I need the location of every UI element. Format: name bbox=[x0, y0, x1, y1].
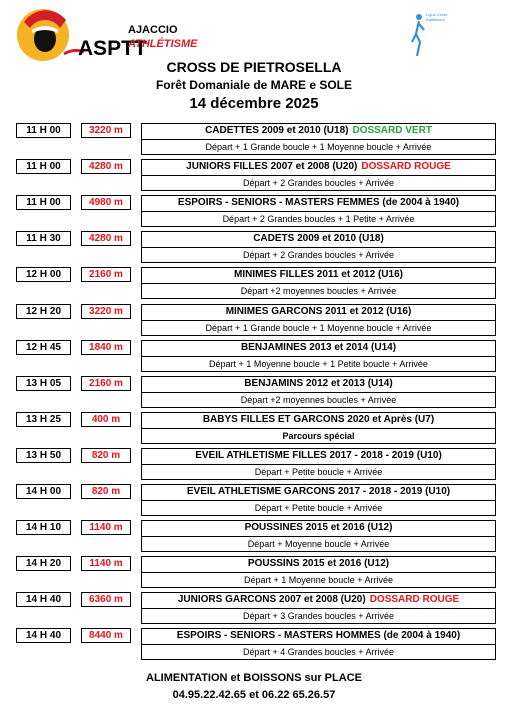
contact-phones: 04.95.22.42.65 et 06.22 65.26.57 bbox=[172, 689, 336, 701]
race-details bbox=[141, 304, 496, 336]
race-category bbox=[142, 413, 495, 429]
race-time: 11 H 30 bbox=[16, 231, 71, 246]
race-category-label: JUNIORS GARCONS 2007 et 2008 (U20) bbox=[177, 594, 366, 606]
race-course: Départ + Petite boucle + Arrivée bbox=[254, 466, 383, 477]
race-details bbox=[141, 340, 496, 372]
race-row bbox=[0, 376, 508, 408]
league-name: Ligue Corse Athlétisme bbox=[426, 12, 448, 22]
race-time: 14 H 40 bbox=[16, 628, 71, 643]
club-name: ASPTT bbox=[78, 37, 147, 60]
race-category-label: CADETTES 2009 et 2010 (U18) bbox=[205, 125, 349, 136]
race-distance: 2160 m bbox=[81, 376, 131, 391]
race-category bbox=[142, 232, 495, 248]
race-time: 14 H 20 bbox=[16, 556, 71, 571]
race-row bbox=[0, 628, 508, 660]
race-row bbox=[0, 556, 508, 588]
race-details bbox=[141, 628, 496, 660]
race-course: Départ + 2 Grandes boucles + Arrivée bbox=[242, 250, 395, 261]
race-distance: 4280 m bbox=[81, 159, 131, 174]
race-row bbox=[0, 340, 508, 372]
race-details bbox=[141, 159, 496, 191]
race-distance: 400 m bbox=[81, 412, 131, 427]
runner-icon bbox=[410, 12, 426, 60]
bib-color-tag: DOSSARD VERT bbox=[352, 125, 432, 136]
club-discipline: ATHLÉTISME bbox=[128, 38, 198, 50]
race-time: 13 H 05 bbox=[16, 376, 71, 391]
race-details bbox=[141, 448, 496, 480]
race-row bbox=[0, 412, 508, 444]
race-course: Parcours spécial bbox=[282, 430, 355, 441]
race-course: Départ + 1 Grande boucle + 1 Moyenne boucle + Arrivée bbox=[205, 322, 432, 333]
race-course: Départ + 1 Moyenne boucle + Arrivée bbox=[243, 575, 394, 586]
race-row bbox=[0, 195, 508, 227]
race-row bbox=[0, 520, 508, 552]
league-logo bbox=[410, 12, 464, 62]
race-row bbox=[0, 448, 508, 480]
race-category bbox=[142, 305, 495, 321]
race-category-label: ESPOIRS - SENIORS - MASTERS HOMMES (de 2004 à 1940) bbox=[176, 630, 461, 642]
race-course: Départ +2 moyennes boucles + Arrivée bbox=[240, 286, 397, 297]
moor-head-icon bbox=[16, 8, 86, 62]
race-distance: 2160 m bbox=[81, 267, 131, 282]
race-category bbox=[142, 377, 495, 393]
race-category bbox=[142, 268, 495, 284]
race-course: Départ + 2 Grandes boucles + Arrivée bbox=[242, 178, 395, 189]
race-distance: 1140 m bbox=[81, 520, 131, 535]
race-details bbox=[141, 267, 496, 299]
race-distance: 8440 m bbox=[81, 628, 131, 643]
race-course: Départ + 4 Grandes boucles + Arrivée bbox=[242, 647, 395, 658]
race-category bbox=[142, 629, 495, 645]
race-time: 14 H 40 bbox=[16, 592, 71, 607]
race-category bbox=[142, 160, 495, 176]
race-details bbox=[141, 231, 496, 263]
race-time: 11 H 00 bbox=[16, 159, 71, 174]
race-category bbox=[142, 449, 495, 465]
race-details bbox=[141, 484, 496, 516]
race-category-label: JUNIORS FILLES 2007 et 2008 (U20) bbox=[186, 161, 358, 173]
race-distance: 820 m bbox=[81, 484, 131, 499]
race-row bbox=[0, 304, 508, 336]
race-course: Départ + Petite boucle + Arrivée bbox=[254, 503, 383, 513]
race-course: Départ + 1 Moyenne boucle + 1 Petite boucle + Arrivée bbox=[209, 358, 428, 369]
race-category bbox=[142, 593, 495, 609]
race-details bbox=[141, 123, 496, 155]
race-category bbox=[142, 124, 495, 140]
race-category-label: ESPOIRS - SENIORS - MASTERS FEMMES (de 2004 à 1940) bbox=[177, 197, 460, 209]
asptt-logo bbox=[16, 8, 212, 62]
race-category bbox=[142, 521, 495, 537]
race-distance: 6360 m bbox=[81, 592, 131, 607]
page-title: CROSS DE PIETROSELLA bbox=[166, 59, 342, 75]
race-distance: 3220 m bbox=[81, 123, 131, 138]
race-row bbox=[0, 231, 508, 263]
race-category-label: EVEIL ATHLETISME FILLES 2017 - 2018 - 2019 (U10) bbox=[195, 449, 442, 461]
race-row bbox=[0, 267, 508, 299]
catering-note: ALIMENTATION et BOISSONS sur PLACE bbox=[146, 672, 362, 684]
race-row bbox=[0, 592, 508, 624]
race-category bbox=[142, 485, 495, 501]
club-city: AJACCIO bbox=[128, 24, 178, 36]
race-distance: 1840 m bbox=[81, 340, 131, 355]
race-time: 13 H 25 bbox=[16, 412, 71, 427]
race-category-label: MINIMES GARCONS 2011 et 2012 (U16) bbox=[225, 305, 412, 317]
race-category-label: EVEIL ATHLETISME GARCONS 2017 - 2018 - 2019 (U10) bbox=[186, 486, 451, 497]
race-details bbox=[141, 376, 496, 408]
race-time: 12 H 45 bbox=[16, 340, 71, 355]
race-course: Départ + 2 Grandes boucles + 1 Petite + Arrivée bbox=[222, 214, 415, 225]
race-time: 11 H 00 bbox=[16, 123, 71, 138]
race-category-label: CADETS 2009 et 2010 (U18) bbox=[253, 233, 384, 245]
race-category-label: POUSSINS 2015 et 2016 (U12) bbox=[247, 558, 390, 570]
race-time: 14 H 10 bbox=[16, 520, 71, 535]
race-distance: 1140 m bbox=[81, 556, 131, 571]
race-course: Départ +2 moyennes boucles + Arrivée bbox=[240, 394, 397, 405]
race-time: 13 H 50 bbox=[16, 448, 71, 463]
race-category bbox=[142, 196, 495, 212]
event-location: Forêt Domaniale de MARE e SOLE bbox=[155, 78, 353, 92]
race-details bbox=[141, 592, 496, 624]
bib-color-tag: DOSSARD ROUGE bbox=[369, 594, 460, 606]
race-time: 11 H 00 bbox=[16, 195, 71, 210]
race-details bbox=[141, 412, 496, 444]
race-details bbox=[141, 556, 496, 588]
race-category-label: POUSSINES 2015 et 2016 (U12) bbox=[244, 522, 393, 534]
race-distance: 4280 m bbox=[81, 231, 131, 246]
race-row bbox=[0, 123, 508, 155]
race-distance: 4980 m bbox=[81, 195, 131, 210]
race-time: 12 H 20 bbox=[16, 304, 71, 319]
race-time: 12 H 00 bbox=[16, 267, 71, 282]
race-category-label: MINIMES FILLES 2011 et 2012 (U16) bbox=[234, 269, 403, 281]
race-details bbox=[141, 195, 496, 227]
race-row bbox=[0, 159, 508, 191]
race-category-label: BENJAMINS 2012 et 2013 (U14) bbox=[244, 377, 393, 389]
race-course: Départ + Moyenne boucle + Arrivée bbox=[247, 539, 390, 550]
race-course: Départ + 1 Grande boucle + 1 Moyenne boucle + Arrivée bbox=[205, 142, 432, 152]
race-category bbox=[142, 341, 495, 357]
race-category bbox=[142, 557, 495, 573]
race-distance: 3220 m bbox=[81, 304, 131, 319]
race-category-label: BABYS FILLES ET GARCONS 2020 et Après (U7) bbox=[202, 413, 435, 425]
race-row bbox=[0, 484, 508, 516]
race-category-label: BENJAMINES 2013 et 2014 (U14) bbox=[240, 341, 397, 353]
race-details bbox=[141, 520, 496, 552]
bib-color-tag: DOSSARD ROUGE bbox=[361, 161, 451, 173]
event-date: 14 décembre 2025 bbox=[189, 95, 319, 112]
race-distance: 820 m bbox=[81, 448, 131, 463]
race-course: Départ + 3 Grandes boucles + Arrivée bbox=[242, 611, 395, 622]
race-time: 14 H 00 bbox=[16, 484, 71, 499]
